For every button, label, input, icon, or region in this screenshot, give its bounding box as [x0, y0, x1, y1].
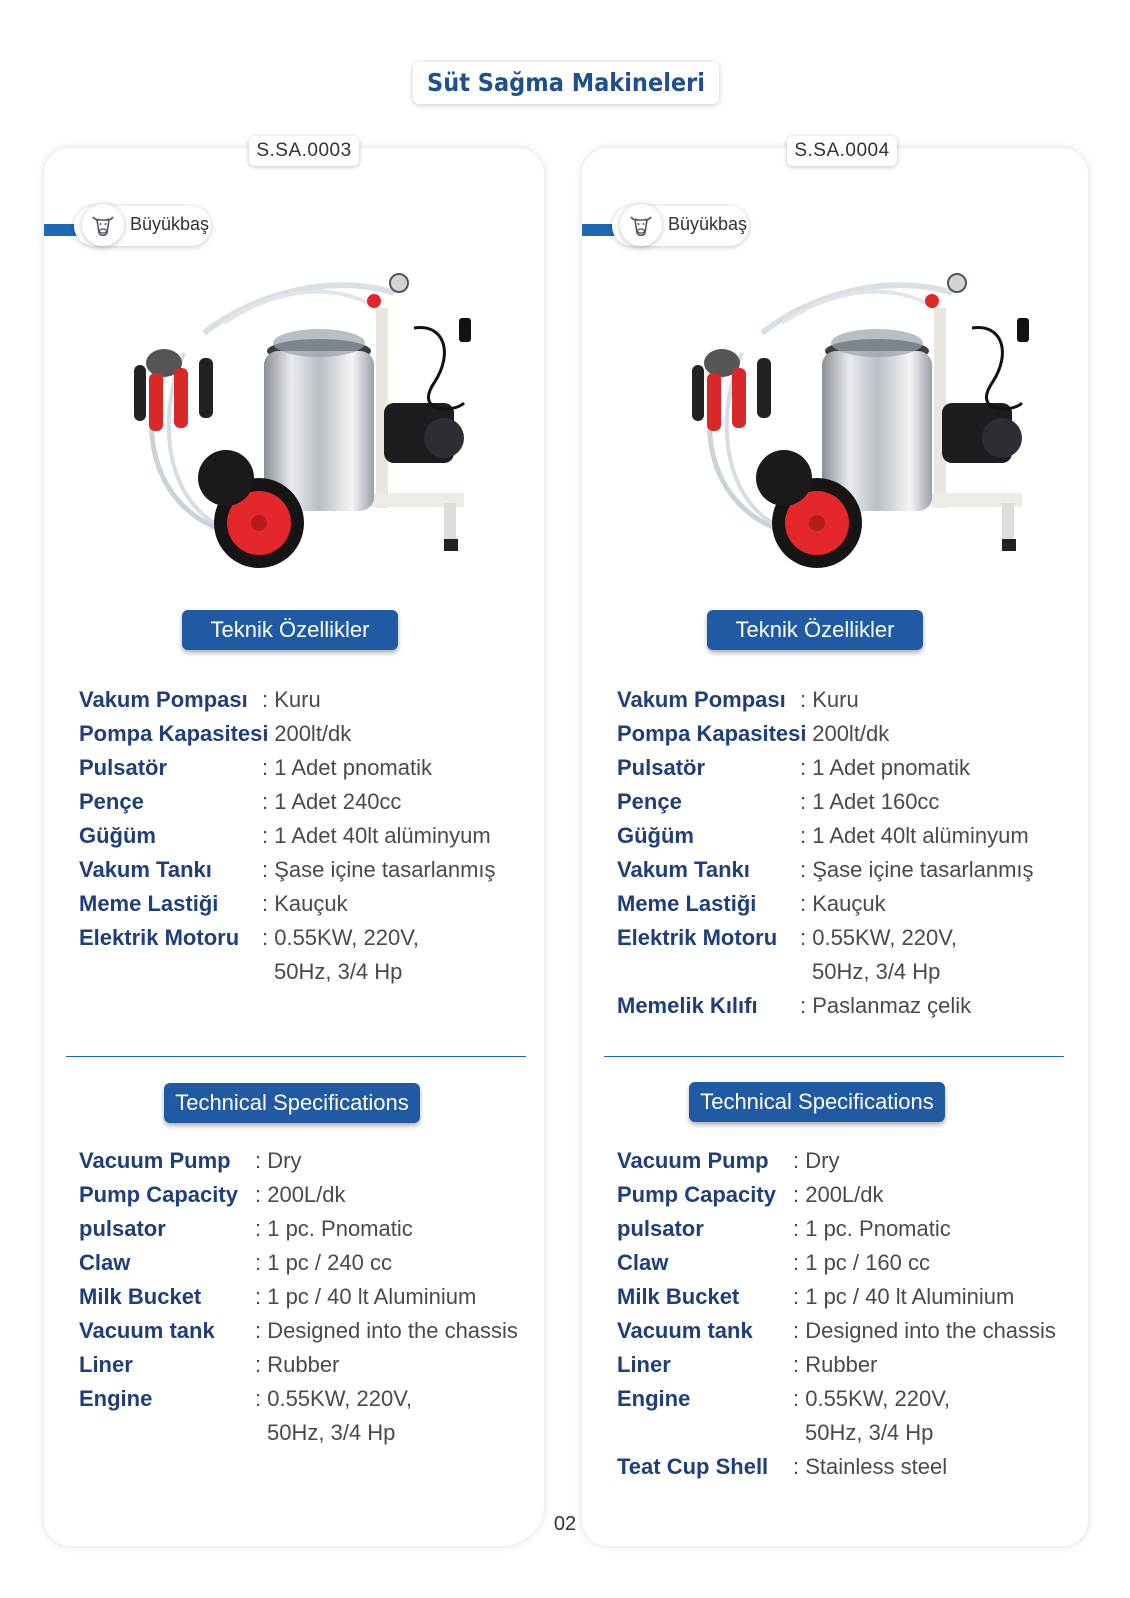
spec-value: : 1 Adet pnomatik [800, 755, 970, 780]
spec-value: : 1 pc / 40 lt Aluminium [793, 1284, 1015, 1309]
category-label: Büyükbaş [130, 214, 210, 234]
spec-value: : Kuru [262, 687, 321, 712]
spec-key: Vakum Tankı [617, 857, 750, 882]
spec-key: Milk Bucket [617, 1284, 740, 1309]
spec-value: : Paslanmaz çelik [800, 993, 972, 1018]
spec-key: Vacuum Pump [617, 1148, 769, 1173]
spec-value: : Rubber [255, 1352, 340, 1377]
spec-value: : Rubber [793, 1352, 878, 1377]
spec-value: : 0.55KW, 220V, [262, 925, 419, 950]
spec-key: Liner [79, 1352, 133, 1377]
category-accent-bar [44, 224, 78, 236]
en-specs-heading: Technical Specifications [689, 1082, 945, 1122]
spec-key: Elektrik Motoru [79, 925, 240, 950]
milking-machine-image [114, 253, 494, 593]
spec-value: : 0.55KW, 220V, [800, 925, 957, 950]
spec-key: Pulsatör [617, 755, 706, 780]
spec-value: : Dry [793, 1148, 840, 1173]
page-number: 02 [553, 1513, 577, 1535]
spec-value: : 1 pc / 40 lt Aluminium [255, 1284, 477, 1309]
en-specs-heading: Technical Specifications [164, 1083, 420, 1123]
spec-key: Vacuum tank [79, 1318, 215, 1343]
spec-value: : 1 Adet 40lt alüminyum [262, 823, 491, 848]
spec-value: : 200L/dk [255, 1182, 346, 1207]
divider [66, 1056, 526, 1057]
spec-key: Milk Bucket [79, 1284, 202, 1309]
spec-key: Vacuum Pump [79, 1148, 231, 1173]
spec-value: : 200lt/dk [800, 721, 890, 746]
spec-key: Vakum Pompası [617, 687, 786, 712]
spec-key: Pompa Kapasitesi [79, 721, 269, 746]
spec-key: Meme Lastiği [617, 891, 757, 916]
spec-value: 50Hz, 3/4 Hp [805, 1420, 934, 1445]
spec-value: : 1 Adet 160cc [800, 789, 940, 814]
spec-key: pulsator [617, 1216, 704, 1241]
spec-key: Liner [617, 1352, 671, 1377]
spec-value: : Dry [255, 1148, 302, 1173]
spec-key: Claw [617, 1250, 669, 1275]
spec-key: Meme Lastiği [79, 891, 219, 916]
product-card-left [44, 140, 544, 1546]
spec-value: : Şase içine tasarlanmış [262, 857, 496, 882]
spec-key: Pump Capacity [79, 1182, 238, 1207]
spec-key: Vakum Pompası [79, 687, 248, 712]
spec-value: : Şase içine tasarlanmış [800, 857, 1034, 882]
spec-value: : 1 pc. Pnomatic [255, 1216, 413, 1241]
spec-value: : Stainless steel [793, 1454, 948, 1479]
milking-machine-image [672, 253, 1052, 593]
spec-value: : Kuru [800, 687, 859, 712]
spec-value: : Designed into the chassis [255, 1318, 518, 1343]
product-card-right [582, 140, 1088, 1546]
spec-value: : 1 pc / 160 cc [793, 1250, 930, 1275]
product-code: S.SA.0003 [249, 136, 359, 166]
cow-icon [82, 204, 124, 246]
spec-key: Pump Capacity [617, 1182, 776, 1207]
spec-key: Güğüm [79, 823, 156, 848]
product-code: S.SA.0004 [787, 136, 897, 166]
spec-key: Güğüm [617, 823, 694, 848]
spec-key: Claw [79, 1250, 131, 1275]
spec-value: : Kauçuk [800, 891, 886, 916]
spec-key: Elektrik Motoru [617, 925, 778, 950]
spec-value: 50Hz, 3/4 Hp [274, 959, 403, 984]
spec-key: Teat Cup Shell [617, 1454, 769, 1479]
spec-key: Pulsatör [79, 755, 168, 780]
spec-value: : 0.55KW, 220V, [793, 1386, 950, 1411]
spec-value: : 200lt/dk [262, 721, 352, 746]
spec-value: : 1 pc / 240 cc [255, 1250, 392, 1275]
spec-key: Pompa Kapasitesi [617, 721, 807, 746]
cow-icon [620, 204, 662, 246]
spec-value: : 1 Adet pnomatik [262, 755, 432, 780]
spec-key: Pençe [79, 789, 144, 814]
spec-key: Engine [79, 1386, 153, 1411]
page-title: Süt Sağma Makineleri [413, 62, 719, 104]
divider [604, 1056, 1064, 1057]
spec-key: Vakum Tankı [79, 857, 212, 882]
spec-key: Pençe [617, 789, 682, 814]
spec-value: : 1 pc. Pnomatic [793, 1216, 951, 1241]
tr-specs-heading: Teknik Özellikler [707, 610, 923, 650]
spec-key: Memelik Kılıfı [617, 993, 758, 1018]
spec-key: pulsator [79, 1216, 166, 1241]
spec-value: : 1 Adet 40lt alüminyum [800, 823, 1029, 848]
category-label: Büyükbaş [668, 214, 748, 234]
spec-key: Vacuum tank [617, 1318, 753, 1343]
tr-specs-heading: Teknik Özellikler [182, 610, 398, 650]
spec-value: 50Hz, 3/4 Hp [812, 959, 941, 984]
spec-value: : Kauçuk [262, 891, 348, 916]
spec-value: : 0.55KW, 220V, [255, 1386, 412, 1411]
spec-value: 50Hz, 3/4 Hp [267, 1420, 396, 1445]
spec-value: : Designed into the chassis [793, 1318, 1056, 1343]
spec-key: Engine [617, 1386, 691, 1411]
category-accent-bar [582, 224, 616, 236]
spec-value: : 200L/dk [793, 1182, 884, 1207]
spec-value: : 1 Adet 240cc [262, 789, 402, 814]
